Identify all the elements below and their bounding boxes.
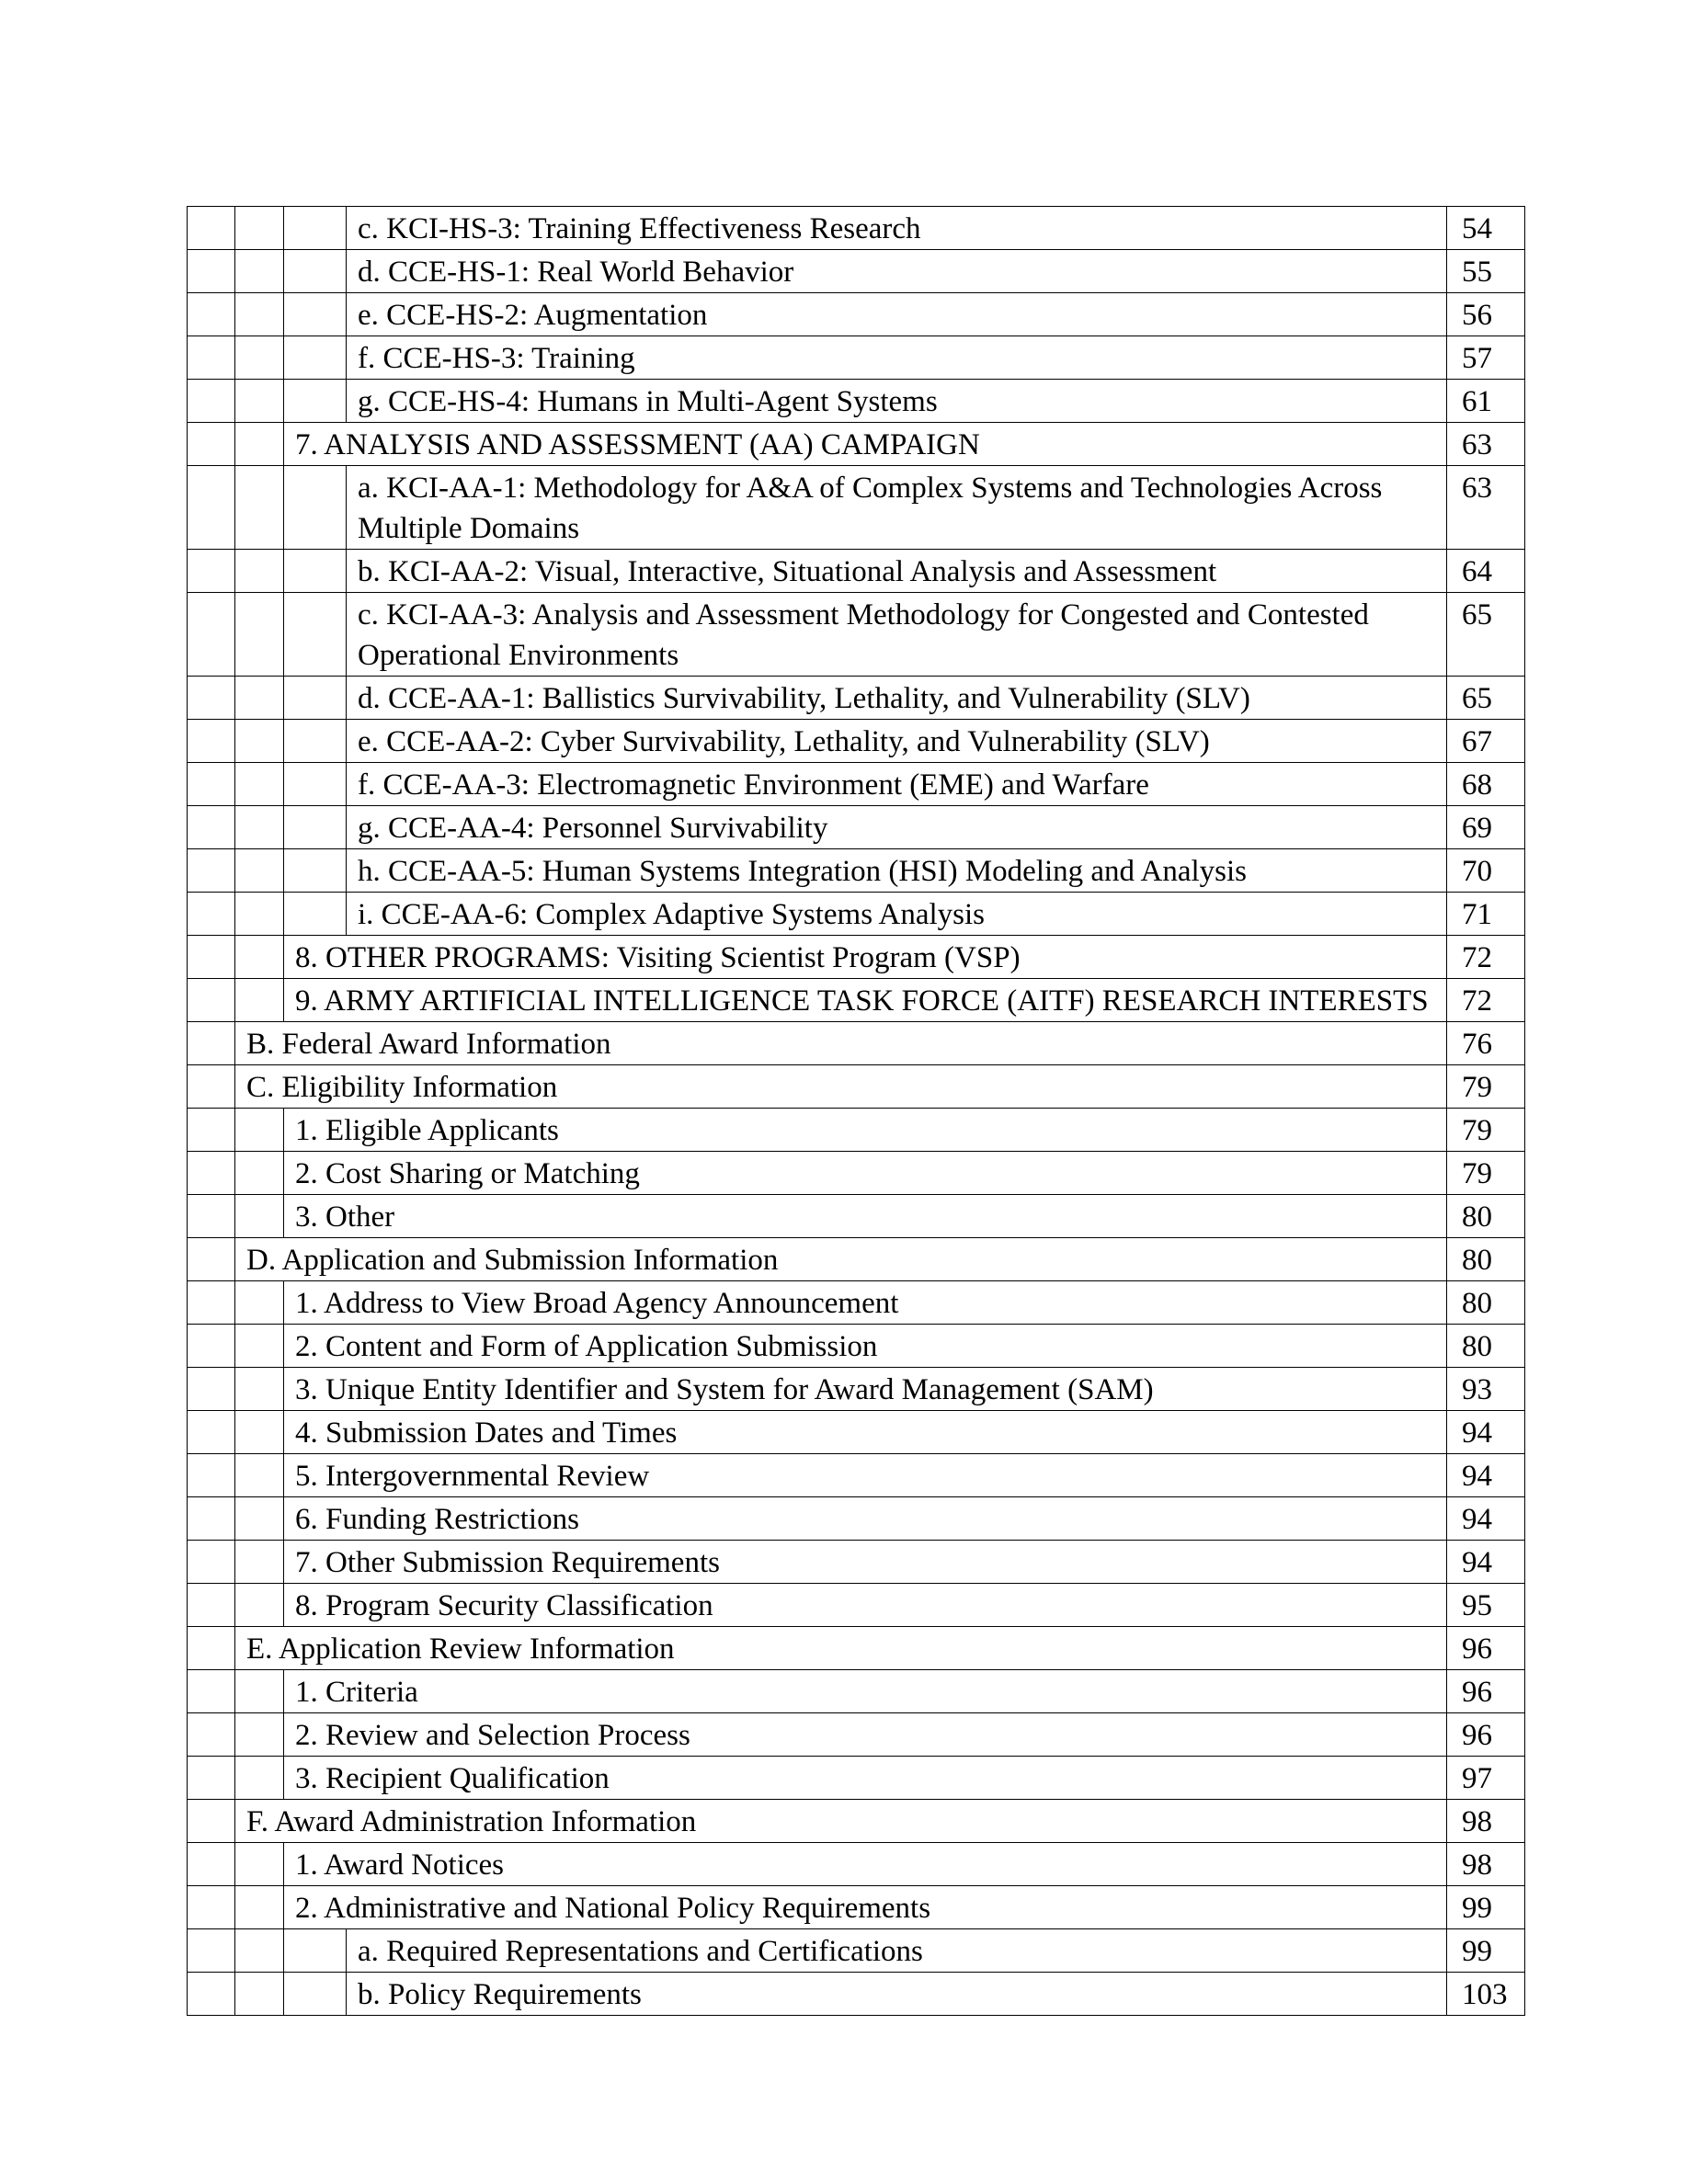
indent-cell (188, 1670, 235, 1713)
indent-cell (235, 1454, 284, 1497)
toc-entry-title[interactable]: 5. Intergovernmental Review (284, 1454, 1447, 1497)
toc-entry-page: 93 (1447, 1368, 1525, 1411)
indent-cell (235, 1325, 284, 1368)
toc-entry-page: 69 (1447, 806, 1525, 849)
indent-cell (235, 1713, 284, 1757)
toc-row (188, 1973, 1525, 2016)
toc-row (188, 1584, 1525, 1627)
toc-entry-title[interactable]: C. Eligibility Information (235, 1065, 1447, 1109)
toc-entry-page: 54 (1447, 207, 1525, 250)
indent-cell (188, 293, 235, 336)
toc-entry-page: 97 (1447, 1757, 1525, 1800)
indent-cell (188, 849, 235, 893)
toc-row (188, 1670, 1525, 1713)
indent-cell (235, 936, 284, 979)
toc-entry-title[interactable]: e. CCE-HS-2: Augmentation (347, 293, 1447, 336)
toc-entry-title[interactable]: i. CCE-AA-6: Complex Adaptive Systems Analysis (347, 893, 1447, 936)
toc-entry-page: 80 (1447, 1281, 1525, 1325)
toc-entry-title[interactable]: 7. Other Submission Requirements (284, 1541, 1447, 1584)
toc-row (188, 936, 1525, 979)
indent-cell (235, 207, 284, 250)
toc-entry-page: 99 (1447, 1886, 1525, 1929)
toc-row (188, 893, 1525, 936)
toc-row (188, 380, 1525, 423)
indent-cell (284, 1929, 347, 1973)
indent-cell (188, 1497, 235, 1541)
indent-cell (188, 336, 235, 380)
indent-cell (188, 423, 235, 466)
toc-row (188, 763, 1525, 806)
toc-entry-page: 98 (1447, 1800, 1525, 1843)
toc-entry-page: 72 (1447, 979, 1525, 1022)
indent-cell (188, 1152, 235, 1195)
indent-cell (235, 1368, 284, 1411)
indent-cell (188, 1454, 235, 1497)
indent-cell (235, 720, 284, 763)
toc-body (188, 207, 1525, 2016)
toc-row (188, 1238, 1525, 1281)
toc-entry-title[interactable]: 3. Other (284, 1195, 1447, 1238)
toc-entry-page: 94 (1447, 1411, 1525, 1454)
toc-entry-page: 94 (1447, 1454, 1525, 1497)
toc-row (188, 1800, 1525, 1843)
toc-entry-page: 63 (1447, 423, 1525, 466)
toc-entry-page: 70 (1447, 849, 1525, 893)
indent-cell (188, 1584, 235, 1627)
toc-entry-page: 55 (1447, 250, 1525, 293)
indent-cell (235, 336, 284, 380)
indent-cell (188, 593, 235, 677)
toc-row (188, 293, 1525, 336)
toc-entry-title[interactable]: 6. Funding Restrictions (284, 1497, 1447, 1541)
toc-row (188, 1022, 1525, 1065)
indent-cell (235, 1195, 284, 1238)
indent-cell (188, 1757, 235, 1800)
indent-cell (284, 849, 347, 893)
toc-row (188, 677, 1525, 720)
indent-cell (235, 1973, 284, 2016)
indent-cell (188, 1109, 235, 1152)
toc-entry-page: 79 (1447, 1109, 1525, 1152)
toc-entry-title[interactable]: f. CCE-HS-3: Training (347, 336, 1447, 380)
toc-row (188, 1886, 1525, 1929)
toc-entry-page: 96 (1447, 1627, 1525, 1670)
toc-entry-page: 103 (1447, 1973, 1525, 2016)
toc-row (188, 806, 1525, 849)
toc-entry-title[interactable]: c. KCI-HS-3: Training Effectiveness Research (347, 207, 1447, 250)
toc-row (188, 250, 1525, 293)
toc-entry-title[interactable]: 9. ARMY ARTIFICIAL INTELLIGENCE TASK FORCE (AITF) RESEARCH INTERESTS (284, 979, 1447, 1022)
toc-entry-title[interactable]: 7. ANALYSIS AND ASSESSMENT (AA) CAMPAIGN (284, 423, 1447, 466)
indent-cell (235, 466, 284, 550)
toc-entry-title[interactable]: 4. Submission Dates and Times (284, 1411, 1447, 1454)
toc-entry-page: 79 (1447, 1152, 1525, 1195)
toc-entry-title[interactable]: 3. Unique Entity Identifier and System for Award Management (SAM) (284, 1368, 1447, 1411)
indent-cell (235, 1929, 284, 1973)
indent-cell (235, 1541, 284, 1584)
indent-cell (188, 1973, 235, 2016)
indent-cell (235, 1109, 284, 1152)
indent-cell (235, 893, 284, 936)
indent-cell (188, 1281, 235, 1325)
toc-entry-title[interactable]: d. CCE-HS-1: Real World Behavior (347, 250, 1447, 293)
toc-entry-title[interactable]: 2. Content and Form of Application Submission (284, 1325, 1447, 1368)
toc-entry-page: 56 (1447, 293, 1525, 336)
toc-entry-title[interactable]: 3. Recipient Qualification (284, 1757, 1447, 1800)
indent-cell (235, 380, 284, 423)
toc-row (188, 1368, 1525, 1411)
toc-entry-page: 61 (1447, 380, 1525, 423)
indent-cell (188, 1929, 235, 1973)
toc-entry-title[interactable]: g. CCE-AA-4: Personnel Survivability (347, 806, 1447, 849)
indent-cell (188, 1627, 235, 1670)
indent-cell (284, 893, 347, 936)
toc-entry-title[interactable]: 1. Address to View Broad Agency Announcement (284, 1281, 1447, 1325)
toc-entry-title[interactable]: 8. OTHER PROGRAMS: Visiting Scientist Program (VSP) (284, 936, 1447, 979)
toc-row (188, 1195, 1525, 1238)
indent-cell (284, 677, 347, 720)
toc-entry-title[interactable]: F. Award Administration Information (235, 1800, 1447, 1843)
toc-entry-title[interactable]: D. Application and Submission Information (235, 1238, 1447, 1281)
indent-cell (235, 1411, 284, 1454)
toc-row (188, 1281, 1525, 1325)
indent-cell (188, 1541, 235, 1584)
indent-cell (188, 1843, 235, 1886)
indent-cell (188, 1886, 235, 1929)
indent-cell (188, 250, 235, 293)
toc-entry-page: 72 (1447, 936, 1525, 979)
indent-cell (235, 1497, 284, 1541)
toc-entry-page: 65 (1447, 593, 1525, 677)
toc-row (188, 1325, 1525, 1368)
toc-entry-title[interactable]: 1. Eligible Applicants (284, 1109, 1447, 1152)
indent-cell (235, 1886, 284, 1929)
toc-entry-title[interactable]: b. Policy Requirements (347, 1973, 1447, 2016)
toc-row (188, 720, 1525, 763)
toc-entry-title[interactable]: f. CCE-AA-3: Electromagnetic Environment (EME) and Warfare (347, 763, 1447, 806)
indent-cell (235, 1670, 284, 1713)
indent-cell (188, 893, 235, 936)
indent-cell (188, 1713, 235, 1757)
toc-row (188, 207, 1525, 250)
indent-cell (284, 720, 347, 763)
indent-cell (284, 763, 347, 806)
toc-row (188, 1065, 1525, 1109)
toc-row (188, 550, 1525, 593)
indent-cell (284, 593, 347, 677)
toc-entry-title[interactable]: 2. Cost Sharing or Matching (284, 1152, 1447, 1195)
toc-entry-page: 76 (1447, 1022, 1525, 1065)
toc-entry-page: 71 (1447, 893, 1525, 936)
indent-cell (284, 207, 347, 250)
indent-cell (188, 806, 235, 849)
indent-cell (188, 466, 235, 550)
indent-cell (235, 423, 284, 466)
indent-cell (235, 1281, 284, 1325)
toc-row (188, 849, 1525, 893)
toc-entry-page: 79 (1447, 1065, 1525, 1109)
toc-entry-page: 57 (1447, 336, 1525, 380)
indent-cell (235, 593, 284, 677)
indent-cell (284, 550, 347, 593)
toc-entry-title[interactable]: 1. Award Notices (284, 1843, 1447, 1886)
indent-cell (235, 1757, 284, 1800)
toc-entry-page: 95 (1447, 1584, 1525, 1627)
toc-entry-page: 64 (1447, 550, 1525, 593)
indent-cell (188, 380, 235, 423)
toc-entry-title[interactable]: e. CCE-AA-2: Cyber Survivability, Lethality, and Vulnerability (SLV) (347, 720, 1447, 763)
toc-entry-page: 94 (1447, 1541, 1525, 1584)
toc-row (188, 593, 1525, 677)
indent-cell (235, 1843, 284, 1886)
toc-row (188, 1929, 1525, 1973)
indent-cell (235, 1584, 284, 1627)
indent-cell (235, 763, 284, 806)
toc-row (188, 1454, 1525, 1497)
toc-row (188, 1843, 1525, 1886)
toc-entry-page: 96 (1447, 1713, 1525, 1757)
indent-cell (188, 207, 235, 250)
indent-cell (188, 1238, 235, 1281)
toc-row (188, 979, 1525, 1022)
indent-cell (235, 806, 284, 849)
toc-entry-title[interactable]: 1. Criteria (284, 1670, 1447, 1713)
toc-entry-title[interactable]: B. Federal Award Information (235, 1022, 1447, 1065)
indent-cell (188, 677, 235, 720)
indent-cell (235, 1152, 284, 1195)
indent-cell (284, 293, 347, 336)
toc-entry-page: 80 (1447, 1238, 1525, 1281)
indent-cell (235, 293, 284, 336)
indent-cell (284, 1973, 347, 2016)
toc-row (188, 423, 1525, 466)
toc-row (188, 1152, 1525, 1195)
toc-row (188, 1713, 1525, 1757)
indent-cell (188, 1022, 235, 1065)
toc-entry-title[interactable]: a. Required Representations and Certifications (347, 1929, 1447, 1973)
indent-cell (188, 1411, 235, 1454)
toc-entry-title[interactable]: a. KCI-AA-1: Methodology for A&A of Complex Systems and Technologies Across Multiple Domains (347, 466, 1447, 550)
toc-entry-page: 80 (1447, 1325, 1525, 1368)
toc-entry-title[interactable]: b. KCI-AA-2: Visual, Interactive, Situational Analysis and Assessment (347, 550, 1447, 593)
table-of-contents (187, 206, 1525, 2016)
indent-cell (284, 250, 347, 293)
toc-row (188, 1541, 1525, 1584)
toc-entry-title[interactable]: 2. Administrative and National Policy Requirements (284, 1886, 1447, 1929)
indent-cell (188, 550, 235, 593)
indent-cell (188, 1065, 235, 1109)
indent-cell (235, 979, 284, 1022)
indent-cell (235, 849, 284, 893)
toc-entry-title[interactable]: 8. Program Security Classification (284, 1584, 1447, 1627)
indent-cell (235, 250, 284, 293)
indent-cell (188, 1800, 235, 1843)
toc-entry-title[interactable]: E. Application Review Information (235, 1627, 1447, 1670)
toc-row (188, 336, 1525, 380)
toc-entry-title[interactable]: c. KCI-AA-3: Analysis and Assessment Methodology for Congested and Contested Operational Environments (347, 593, 1447, 677)
toc-entry-page: 68 (1447, 763, 1525, 806)
toc-entry-page: 67 (1447, 720, 1525, 763)
indent-cell (235, 550, 284, 593)
toc-entry-title[interactable]: 2. Review and Selection Process (284, 1713, 1447, 1757)
indent-cell (188, 1195, 235, 1238)
indent-cell (284, 806, 347, 849)
indent-cell (284, 336, 347, 380)
indent-cell (284, 380, 347, 423)
toc-entry-page: 65 (1447, 677, 1525, 720)
toc-entry-page: 96 (1447, 1670, 1525, 1713)
indent-cell (188, 1368, 235, 1411)
indent-cell (188, 979, 235, 1022)
toc-entry-page: 98 (1447, 1843, 1525, 1886)
toc-entry-page: 80 (1447, 1195, 1525, 1238)
toc-row (188, 1757, 1525, 1800)
indent-cell (235, 677, 284, 720)
toc-entry-title[interactable]: h. CCE-AA-5: Human Systems Integration (HSI) Modeling and Analysis (347, 849, 1447, 893)
toc-entry-title[interactable]: g. CCE-HS-4: Humans in Multi-Agent Systems (347, 380, 1447, 423)
toc-row (188, 1411, 1525, 1454)
indent-cell (188, 720, 235, 763)
indent-cell (188, 1325, 235, 1368)
toc-entry-page: 94 (1447, 1497, 1525, 1541)
indent-cell (188, 763, 235, 806)
indent-cell (284, 466, 347, 550)
toc-row (188, 1627, 1525, 1670)
toc-entry-page: 99 (1447, 1929, 1525, 1973)
toc-row (188, 466, 1525, 550)
indent-cell (188, 936, 235, 979)
toc-entry-page: 63 (1447, 466, 1525, 550)
toc-entry-title[interactable]: d. CCE-AA-1: Ballistics Survivability, Lethality, and Vulnerability (SLV) (347, 677, 1447, 720)
toc-row (188, 1109, 1525, 1152)
toc-row (188, 1497, 1525, 1541)
